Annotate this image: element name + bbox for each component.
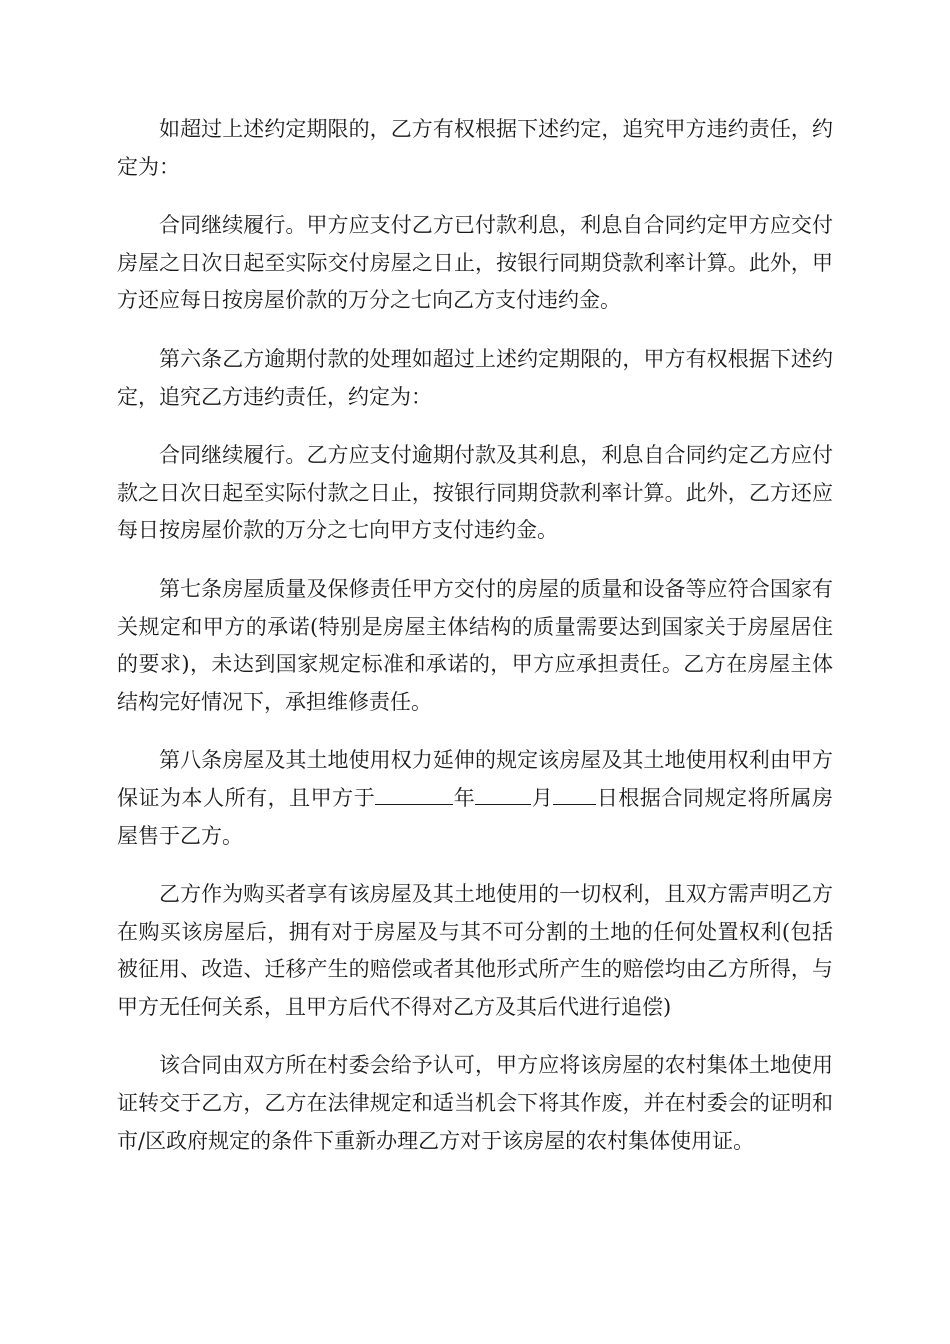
month-blank-line bbox=[475, 782, 531, 805]
paragraph-article-7: 第七条房屋质量及保修责任甲方交付的房屋的质量和设备等应符合国家有关规定和甲方的承诺(特别是房屋主体结构的质量需要达到国家关于房屋居住的要求)，未达到国家规定标准和承诺的，甲方应承担责任。乙方在房屋主体结构完好情况下，承担维修责任。 bbox=[117, 576, 833, 714]
day-label: 日 bbox=[596, 785, 619, 810]
paragraph-village-committee: 该合同由双方所在村委会给予认可，甲方应将该房屋的农村集体土地使用证转交于乙方，乙方在法律规定和适当机会下将其作废，并在村委会的证明和市/区政府规定的条件下重新办理乙方对于该房屋的农村集体使用证。 bbox=[117, 1053, 833, 1153]
month-label: 月 bbox=[531, 785, 554, 810]
document-body bbox=[117, 111, 833, 1181]
paragraph-seller-penalty: 合同继续履行。甲方应支付乙方已付款利息，利息自合同约定甲方应交付房屋之日次日起至实际交付房屋之日止，按银行同期贷款利率计算。此外，甲方还应每日按房屋价款的万分之七向乙方支付违约金。 bbox=[117, 213, 833, 313]
paragraph-breach-seller: 如超过上述约定期限的，乙方有权根据下述约定，追究甲方违约责任，约定为： bbox=[117, 117, 833, 179]
year-blank-line bbox=[375, 782, 453, 805]
year-label: 年 bbox=[453, 785, 476, 810]
paragraph-buyer-rights: 乙方作为购买者享有该房屋及其土地使用的一切权利，且双方需声明乙方在购买该房屋后，拥有对于房屋及与其不可分割的土地的任何处置权利(包括被征用、改造、迁移产生的赔偿或者其他形式所产生的赔偿均由乙方所得，与甲方无任何关系，且甲方后代不得对乙方及其后代进行追偿) bbox=[117, 882, 833, 1019]
article-8-text-after: 根据合同规定将所属房屋售于乙方。 bbox=[117, 785, 834, 848]
paragraph-article-8 bbox=[117, 742, 833, 855]
paragraph-article-6: 第六条乙方逾期付款的处理如超过上述约定期限的，甲方有权根据下述约定，追究乙方违约责任，约定为： bbox=[117, 346, 833, 409]
day-blank-line bbox=[553, 782, 596, 805]
paragraph-buyer-penalty: 合同继续履行。乙方应支付逾期付款及其利息，利息自合同约定乙方应付款之日次日起至实际付款之日止，按银行同期贷款利率计算。此外，乙方还应每日按房屋价款的万分之七向甲方支付违约金。 bbox=[117, 443, 833, 543]
article-8-text-before: 第八条房屋及其土地使用权力延伸的规定该房屋及其土地使用权利由甲方保证为本人所有，且甲方于 bbox=[117, 748, 833, 810]
